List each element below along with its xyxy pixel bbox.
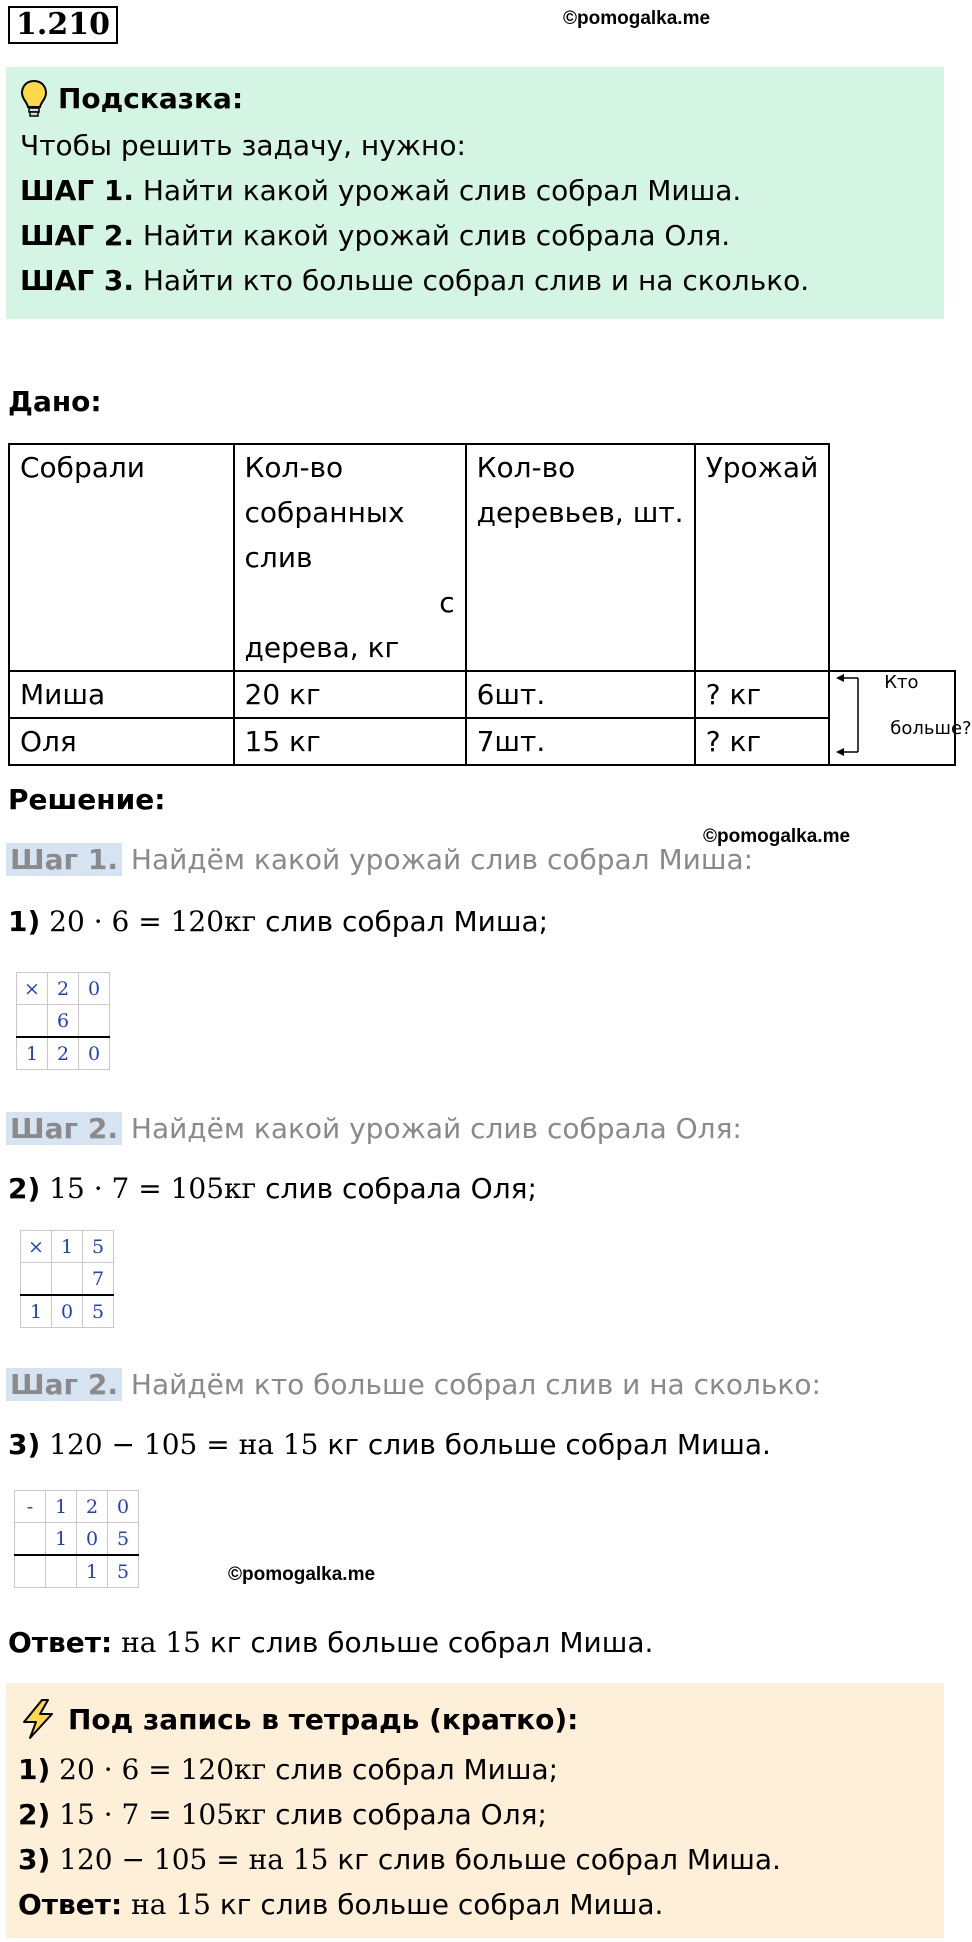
calc-cell: 0	[77, 1523, 108, 1556]
notebook-line: 3) 120 − 105 = на 15 кг слив больше собрал Миша.	[18, 1843, 781, 1876]
given-table	[8, 443, 972, 766]
bracket-arrow-icon	[830, 672, 870, 760]
hint-box	[6, 67, 944, 319]
calc-cell	[15, 1555, 46, 1588]
notebook-box	[6, 1683, 944, 1938]
hint-intro: Чтобы решить задачу, нужно:	[20, 129, 466, 162]
calc-cell: 1	[77, 1555, 108, 1588]
table-header-row	[9, 444, 955, 671]
table-row	[9, 671, 955, 718]
calc-cell: 1	[21, 1295, 52, 1328]
calc-cell: 2	[77, 1491, 108, 1523]
notebook-line: 2) 15 · 7 = 105кг слив собрала Оля;	[18, 1798, 547, 1831]
lightbulb-icon	[20, 79, 48, 119]
cell-harvest: ? кг	[695, 718, 830, 765]
calc-cell	[21, 1263, 52, 1296]
answer-line: Ответ: на 15 кг слив больше собрал Миша.	[8, 1626, 654, 1659]
calc-cell: ×	[21, 1231, 52, 1263]
hint-title: Подсказка:	[58, 82, 244, 115]
calc-cell: 0	[108, 1491, 139, 1523]
cell-trees: 6шт.	[466, 671, 695, 718]
calc-cell	[15, 1523, 46, 1556]
calc-cell	[17, 1005, 48, 1038]
cell-per-tree: 20 кг	[234, 671, 466, 718]
calc-cell: 1	[52, 1231, 83, 1263]
calc-cell: 1	[46, 1523, 77, 1556]
calc-cell: 5	[108, 1523, 139, 1556]
notebook-title-row	[18, 1691, 932, 1747]
solution-line: 2) 15 · 7 = 105кг слив собрала Оля;	[8, 1172, 537, 1205]
hint-step: ШАГ 3. Найти кто больше собрал слив и на сколько.	[20, 264, 810, 297]
calc-cell	[46, 1555, 77, 1588]
compare-cell	[829, 671, 972, 765]
cell-harvest: ? кг	[695, 671, 830, 718]
calc-cell: 5	[83, 1231, 114, 1263]
calc-cell: 7	[83, 1263, 114, 1296]
solution-line: 3) 120 − 105 = на 15 кг слив больше собрал Миша.	[8, 1428, 771, 1461]
problem-number: 1.210	[8, 6, 118, 44]
calc-cell: ×	[17, 973, 48, 1005]
hint-step: ШАГ 2. Найти какой урожай слив собрала Оля.	[20, 219, 731, 252]
hint-step: ШАГ 1. Найти какой урожай слив собрал Миша.	[20, 174, 742, 207]
notebook-title: Под запись в тетрадь (кратко):	[68, 1702, 579, 1736]
lightning-icon	[18, 1698, 58, 1740]
calc-cell: 2	[48, 1037, 79, 1070]
hint-title-row	[20, 75, 930, 123]
calc-cell: 0	[79, 973, 110, 1005]
calc-cell: 1	[46, 1491, 77, 1523]
step-heading: Шаг 1. Найдём какой урожай слив собрал Миша:	[6, 843, 753, 876]
given-heading: Дано:	[8, 385, 102, 418]
calc-cell: 2	[48, 973, 79, 1005]
calc-cell: -	[15, 1491, 46, 1523]
calc-cell: 0	[79, 1037, 110, 1070]
cell-per-tree: 15 кг	[234, 718, 466, 765]
cell-name: Миша	[9, 671, 234, 718]
notebook-answer: Ответ: на 15 кг слив больше собрал Миша.	[18, 1888, 664, 1921]
watermark: ©pomogalka.me	[563, 8, 711, 29]
compare-label: больше?	[890, 718, 972, 739]
solution-heading: Решение:	[8, 783, 166, 816]
calc-table-1	[16, 972, 110, 1070]
cell-name: Оля	[9, 718, 234, 765]
step-heading: Шаг 2. Найдём какой урожай слив собрала Оля:	[6, 1112, 742, 1145]
calc-cell: 0	[52, 1295, 83, 1328]
calc-cell: 1	[17, 1037, 48, 1070]
calc-cell: 6	[48, 1005, 79, 1038]
calc-table-3	[14, 1490, 139, 1588]
calc-cell: 5	[83, 1295, 114, 1328]
compare-label: Кто	[884, 672, 919, 693]
header-cell: Собрали	[9, 444, 234, 671]
watermark: ©pomogalka.me	[228, 1564, 376, 1585]
notebook-line: 1) 20 · 6 = 120кг слив собрал Миша;	[18, 1753, 559, 1786]
cell-trees: 7шт.	[466, 718, 695, 765]
header-cell: Кол-во деревьев, шт.	[466, 444, 695, 671]
watermark: ©pomogalka.me	[703, 826, 851, 847]
step-heading: Шаг 2. Найдём кто больше собрал слив и на сколько:	[6, 1368, 821, 1401]
solution-line: 1) 20 · 6 = 120кг слив собрал Миша;	[8, 905, 549, 938]
table-row	[9, 718, 955, 765]
calc-cell: 5	[108, 1555, 139, 1588]
calc-cell	[79, 1005, 110, 1038]
calc-cell	[52, 1263, 83, 1296]
calc-table-2	[20, 1230, 114, 1328]
header-cell: Кол-во собранных слив с дерева, кг	[234, 444, 466, 671]
header-cell: Урожай	[695, 444, 830, 671]
